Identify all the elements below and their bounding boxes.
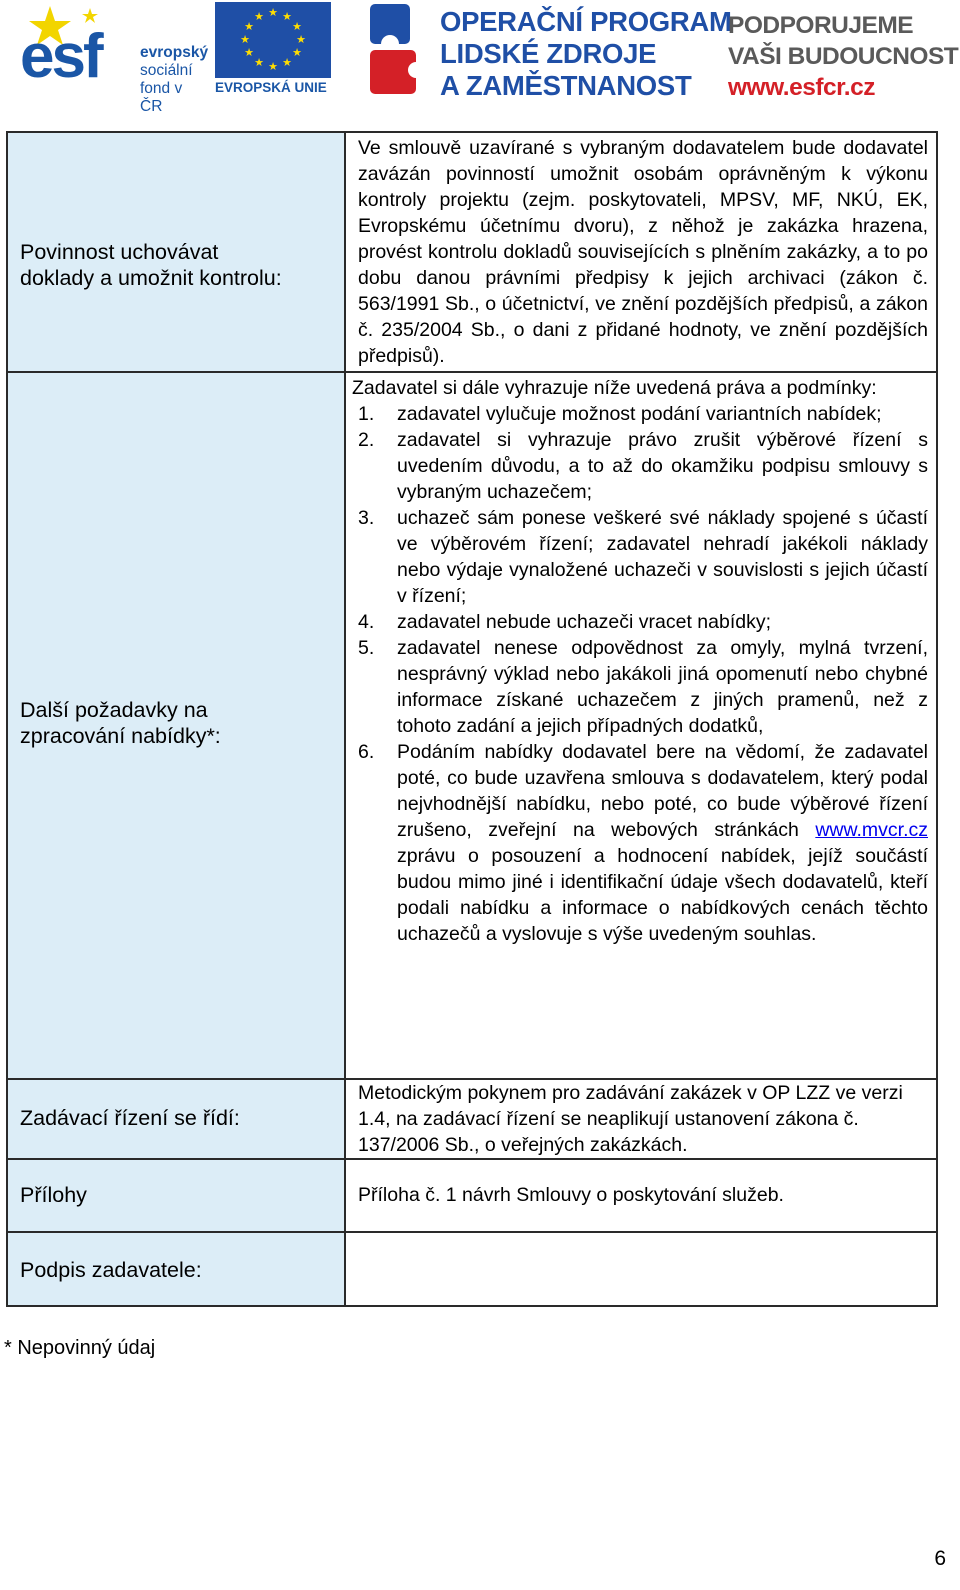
svg-text:★: ★: [292, 20, 302, 33]
list-item: [358, 505, 928, 609]
svg-text:★: ★: [268, 6, 278, 19]
list-item-number: 5.: [358, 637, 375, 659]
list-item-number: 3.: [358, 507, 375, 529]
row-label-pozadavky: [20, 697, 221, 749]
svg-text:★: ★: [282, 56, 292, 69]
row-label-rizeni: Zadávací řízení se řídí:: [20, 1106, 240, 1130]
support-url[interactable]: www.esfcr.cz: [728, 74, 875, 101]
tender-info-table: [6, 131, 938, 1307]
list-item: [358, 609, 928, 635]
table-row-rizeni: [7, 1079, 937, 1159]
esf-logo: [10, 2, 209, 115]
op-puzzle-logo-icon: [368, 4, 430, 96]
svg-text:★: ★: [254, 10, 264, 23]
footnote: * Nepovinný údaj: [4, 1337, 156, 1359]
row-label-podpis: Podpis zadavatele:: [20, 1258, 202, 1282]
list-item-number: 2.: [358, 429, 375, 451]
list-item: [358, 427, 928, 505]
support-line1: PODPORUJEME: [728, 12, 914, 39]
list-item-text: zadavatel nenese odpovědnost za omyly, mylná tvrzení, nesprávný výklad nebo jakákoli jiná opomenutí nebo chybné informace získané uchazečem z jiných pramenů, než z tohoto zadání a jejich případných dodatků,: [397, 637, 928, 737]
eu-label: EVROPSKÁ UNIE: [215, 80, 327, 95]
value-cell-kontrola: [345, 132, 937, 372]
op-title-line1: OPERAČNÍ PROGRAM: [440, 6, 732, 37]
label-cell-podpis: [7, 1232, 345, 1306]
pozadavky-intro: Zadavatel si dále vyhrazuje níže uvedená práva a podmínky:: [352, 377, 877, 399]
label-cell-prilohy: [7, 1159, 345, 1232]
support-line2: VAŠI BUDOUCNOST: [728, 43, 959, 70]
esf-logo-caption: [140, 44, 208, 116]
svg-text:★: ★: [244, 20, 254, 33]
label-cell-pozadavky: [7, 372, 345, 1079]
value-cell-pozadavky: [345, 372, 937, 1079]
label-cell-kontrola: [7, 132, 345, 372]
list-item-text-cont: zprávu o posouzení a hodnocení nabídek, jejíž součástí budou mimo jiné i identifikační údaje všech dodavatelů, kteří podali nabídku a informace o nabídkových cenách těchto uchazečů a vyslovuje s výše uvedeným souhlas.: [397, 845, 928, 945]
signature-field[interactable]: [345, 1232, 937, 1306]
svg-text:★: ★: [254, 56, 264, 69]
row-label-pozadavky-line1: Další požadavky na: [20, 698, 208, 722]
list-item-number: 1.: [358, 403, 375, 425]
list-item-text: uchazeč sám ponese veškeré své náklady spojené s účastí ve výběrovém řízení; zadavatel nehradí jakékoli náklady nebo výdaje vynaložené uchazeči v souvislosti s jejich účastí v řízení;: [397, 507, 928, 607]
row-label-kontrola-line2: doklady a umožnit kontrolu:: [20, 266, 282, 290]
svg-text:★: ★: [240, 33, 250, 46]
op-title-line2: LIDSKÉ ZDROJE: [440, 38, 657, 69]
table-row-kontrola: [7, 132, 937, 372]
svg-text:★: ★: [244, 46, 254, 59]
esf-caption-line1: evropský: [140, 44, 209, 61]
row-label-kontrola-line1: Povinnost uchovávat: [20, 240, 219, 264]
list-item: [358, 739, 928, 947]
row-label-pozadavky-line2: zpracování nabídky*:: [20, 724, 221, 748]
list-item-number: 4.: [358, 611, 375, 633]
kontrola-text: Ve smlouvě uzavírané s vybraným dodavatelem bude dodavatel zavázán povinností umožnit osobám oprávněným k výkonu kontroly projektu (zejm. poskytovateli, MPSV, MF, NKÚ, EK, Evropskému účetnímu dvoru), z něhož je zakázka hrazena, provést kontrolu dokladů souvisejících s plněním zakázky, a to po dobu danou právními předpisy k jejich archivaci (zákon č. 563/1991 Sb., o účetnictví, ve znění pozdějších předpisů, a zákon č. 235/2004 Sb., o dani z přidané hodnoty, ve znění pozdějších předpisů).: [358, 137, 928, 367]
rizeni-text: Metodickým pokynem pro zadávání zakázek v OP LZZ ve verzi 1.4, na zadávací řízení se neaplikují ustanovení zákona č. 137/2006 Sb., o veřejných zakázkách.: [358, 1082, 903, 1156]
svg-text:★: ★: [282, 10, 292, 23]
list-item-text: zadavatel nebude uchazeči vracet nabídky;: [397, 611, 771, 633]
table-row-podpis: [7, 1232, 937, 1306]
op-program-title: [440, 6, 732, 102]
list-item-text: zadavatel vylučuje možnost podání variantních nabídek;: [397, 403, 882, 425]
row-label-kontrola: [20, 239, 282, 291]
page-number: 6: [934, 1547, 946, 1570]
prilohy-text: Příloha č. 1 návrh Smlouvy o poskytování služeb.: [358, 1184, 784, 1206]
row-label-prilohy: Přílohy: [20, 1183, 87, 1207]
pozadavky-content: [352, 375, 928, 947]
value-cell-prilohy: [345, 1159, 937, 1232]
svg-text:★: ★: [268, 60, 278, 73]
conditions-list: [358, 401, 928, 947]
list-item: [358, 635, 928, 739]
svg-text:★: ★: [296, 33, 306, 46]
table-row-prilohy: [7, 1159, 937, 1232]
mvcr-link[interactable]: www.mvcr.cz: [815, 819, 928, 841]
esf-caption-line3: fond v ČR: [140, 80, 183, 115]
list-item-text: Podáním nabídky dodavatel bere na vědomí, že zadavatel poté, co bude uzavřena smlouva s dodavatelem, který podal nejvhodnější nabídku, nebo poté, co bude výběrové řízení zrušeno, zveřejní na webových stránkách: [397, 741, 928, 841]
esf-caption-line2: sociální: [140, 62, 193, 79]
support-slogan: [728, 10, 958, 103]
list-item-number: 6.: [358, 741, 375, 763]
header-banner: [0, 0, 960, 115]
value-cell-rizeni: [345, 1079, 937, 1159]
list-item: [358, 401, 928, 427]
esf-logo-word: esf: [20, 22, 101, 91]
list-item-text: zadavatel si vyhrazuje právo zrušit výběrové řízení s uvedením důvodu, a to až do okamžiku podpisu smlouvy s vybraným uchazečem;: [397, 429, 928, 503]
label-cell-rizeni: [7, 1079, 345, 1159]
op-title-line3: A ZAMĚSTNANOST: [440, 70, 692, 101]
eu-flag-icon: [215, 2, 331, 78]
table-row-pozadavky: [7, 372, 937, 1079]
svg-text:★: ★: [292, 46, 302, 59]
